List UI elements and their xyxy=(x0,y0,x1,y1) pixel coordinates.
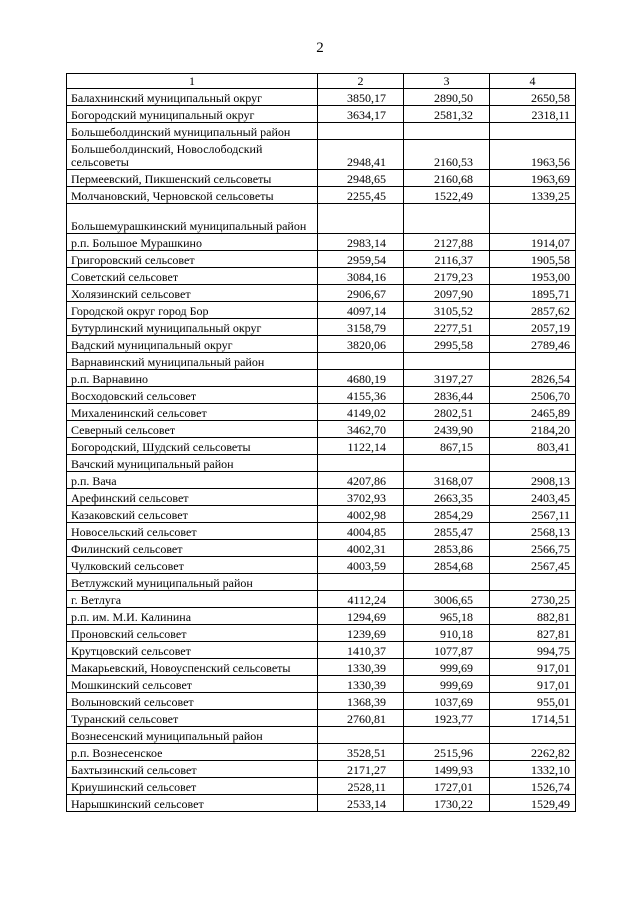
header-col-4: 4 xyxy=(490,74,576,89)
row-value-col-2: 1294,69 xyxy=(318,608,404,625)
row-value-col-3: 2836,44 xyxy=(404,387,490,404)
table-row xyxy=(67,659,576,676)
table-row xyxy=(67,336,576,353)
row-value-col-4 xyxy=(490,727,576,744)
table-row xyxy=(67,676,576,693)
row-value-col-2: 1368,39 xyxy=(318,693,404,710)
row-value-col-3: 1499,93 xyxy=(404,761,490,778)
row-value-col-2 xyxy=(318,455,404,472)
row-value-col-4: 2857,62 xyxy=(490,302,576,319)
row-value-col-4: 2730,25 xyxy=(490,591,576,608)
row-name-cell: Крутцовский сельсовет xyxy=(67,642,318,659)
table-row xyxy=(67,302,576,319)
row-name-cell: Холязинский сельсовет xyxy=(67,285,318,302)
row-value-col-2: 2255,45 xyxy=(318,187,404,204)
table-row xyxy=(67,625,576,642)
row-value-col-2: 2533,14 xyxy=(318,795,404,812)
row-value-col-2: 3528,51 xyxy=(318,744,404,761)
row-value-col-3: 2853,86 xyxy=(404,540,490,557)
table-row xyxy=(67,761,576,778)
row-name-cell: р.п. Большое Мурашкино xyxy=(67,234,318,251)
row-value-col-2: 2760,81 xyxy=(318,710,404,727)
row-value-col-3: 2277,51 xyxy=(404,319,490,336)
row-value-col-4: 1339,25 xyxy=(490,187,576,204)
row-name-cell: Вачский муниципальный район xyxy=(67,455,318,472)
row-value-col-2: 4003,59 xyxy=(318,557,404,574)
row-value-col-4: 2506,70 xyxy=(490,387,576,404)
table-row xyxy=(67,591,576,608)
table-row xyxy=(67,387,576,404)
row-name-cell: Пермеевский, Пикшенский сельсоветы xyxy=(67,170,318,187)
row-value-col-3 xyxy=(404,204,490,234)
row-value-col-4: 1714,51 xyxy=(490,710,576,727)
row-value-col-3: 2855,47 xyxy=(404,523,490,540)
row-value-col-3: 1077,87 xyxy=(404,642,490,659)
header-col-2: 2 xyxy=(318,74,404,89)
table-row xyxy=(67,106,576,123)
row-value-col-3: 999,69 xyxy=(404,659,490,676)
table-row xyxy=(67,140,576,170)
row-value-col-3: 1730,22 xyxy=(404,795,490,812)
row-value-col-4: 2908,13 xyxy=(490,472,576,489)
row-value-col-4: 827,81 xyxy=(490,625,576,642)
row-value-col-4: 1332,10 xyxy=(490,761,576,778)
row-value-col-2: 1330,39 xyxy=(318,676,404,693)
row-value-col-4 xyxy=(490,353,576,370)
table-row xyxy=(67,404,576,421)
row-value-col-3: 1522,49 xyxy=(404,187,490,204)
page-number: 2 xyxy=(316,40,324,56)
row-value-col-4: 1526,74 xyxy=(490,778,576,795)
row-value-col-3: 2160,53 xyxy=(404,140,490,170)
row-value-col-2: 2171,27 xyxy=(318,761,404,778)
row-value-col-4: 1914,07 xyxy=(490,234,576,251)
row-value-col-2: 3634,17 xyxy=(318,106,404,123)
row-value-col-4: 2057,19 xyxy=(490,319,576,336)
row-name-cell: р.п. Вача xyxy=(67,472,318,489)
row-name-cell: Мошкинский сельсовет xyxy=(67,676,318,693)
row-value-col-2: 1122,14 xyxy=(318,438,404,455)
header-col-3: 3 xyxy=(404,74,490,89)
table-row xyxy=(67,234,576,251)
row-value-col-2 xyxy=(318,353,404,370)
row-value-col-2: 2948,41 xyxy=(318,140,404,170)
row-value-col-3: 2160,68 xyxy=(404,170,490,187)
row-value-col-4 xyxy=(490,455,576,472)
table-row xyxy=(67,523,576,540)
row-name-cell: Чулковский сельсовет xyxy=(67,557,318,574)
row-value-col-4: 917,01 xyxy=(490,676,576,693)
row-name-cell: Макарьевский, Новоуспенский сельсоветы xyxy=(67,659,318,676)
table-row xyxy=(67,285,576,302)
row-value-col-4: 2567,11 xyxy=(490,506,576,523)
row-value-col-2: 4097,14 xyxy=(318,302,404,319)
row-value-col-4: 1963,56 xyxy=(490,140,576,170)
row-value-col-4: 1905,58 xyxy=(490,251,576,268)
row-value-col-2: 4149,02 xyxy=(318,404,404,421)
row-value-col-2: 2959,54 xyxy=(318,251,404,268)
row-value-col-4: 882,81 xyxy=(490,608,576,625)
row-name-cell: Богородский, Шудский сельсоветы xyxy=(67,438,318,455)
row-value-col-2: 3850,17 xyxy=(318,89,404,106)
row-name-cell: р.п. Вознесенское xyxy=(67,744,318,761)
row-name-cell: р.п. Варнавино xyxy=(67,370,318,387)
row-value-col-3: 1727,01 xyxy=(404,778,490,795)
row-value-col-3: 2097,90 xyxy=(404,285,490,302)
row-name-cell: Бутурлинский муниципальный округ xyxy=(67,319,318,336)
row-name-cell: р.п. им. М.И. Калинина xyxy=(67,608,318,625)
table-body xyxy=(67,89,576,812)
row-name-cell: Северный сельсовет xyxy=(67,421,318,438)
table-row xyxy=(67,89,576,106)
row-value-col-4: 803,41 xyxy=(490,438,576,455)
row-value-col-2: 3158,79 xyxy=(318,319,404,336)
row-value-col-3: 2127,88 xyxy=(404,234,490,251)
table-row xyxy=(67,540,576,557)
row-value-col-4: 1953,00 xyxy=(490,268,576,285)
row-name-cell: Большеболдинский, Новослободский сельсоветы xyxy=(67,140,318,170)
header-col-1: 1 xyxy=(67,74,318,89)
row-value-col-3: 2515,96 xyxy=(404,744,490,761)
row-value-col-2: 4002,31 xyxy=(318,540,404,557)
row-value-col-3: 1037,69 xyxy=(404,693,490,710)
table-row xyxy=(67,642,576,659)
row-name-cell: Балахнинский муниципальный округ xyxy=(67,89,318,106)
row-value-col-3: 3006,65 xyxy=(404,591,490,608)
row-value-col-4: 994,75 xyxy=(490,642,576,659)
row-name-cell: Казаковский сельсовет xyxy=(67,506,318,523)
row-value-col-3: 2854,29 xyxy=(404,506,490,523)
table-row xyxy=(67,795,576,812)
row-value-col-2 xyxy=(318,123,404,140)
table-row xyxy=(67,170,576,187)
row-value-col-2: 4112,24 xyxy=(318,591,404,608)
row-name-cell: Большемурашкинский муниципальный район xyxy=(67,204,318,234)
table-row xyxy=(67,421,576,438)
row-name-cell: Григоровский сельсовет xyxy=(67,251,318,268)
row-value-col-4: 2789,46 xyxy=(490,336,576,353)
row-value-col-4: 1963,69 xyxy=(490,170,576,187)
row-name-cell: Вознесенский муниципальный район xyxy=(67,727,318,744)
row-name-cell: Городской округ город Бор xyxy=(67,302,318,319)
row-value-col-4: 2184,20 xyxy=(490,421,576,438)
row-value-col-3: 965,18 xyxy=(404,608,490,625)
row-value-col-2: 4004,85 xyxy=(318,523,404,540)
table-row xyxy=(67,778,576,795)
row-value-col-2 xyxy=(318,727,404,744)
row-value-col-3: 2116,37 xyxy=(404,251,490,268)
row-name-cell: Нарышкинский сельсовет xyxy=(67,795,318,812)
row-value-col-4: 2566,75 xyxy=(490,540,576,557)
row-name-cell: Михаленинский сельсовет xyxy=(67,404,318,421)
row-value-col-3: 2995,58 xyxy=(404,336,490,353)
table-row xyxy=(67,608,576,625)
row-value-col-4: 1529,49 xyxy=(490,795,576,812)
row-value-col-3: 1923,77 xyxy=(404,710,490,727)
row-name-cell: Вадский муниципальный округ xyxy=(67,336,318,353)
row-value-col-2: 3084,16 xyxy=(318,268,404,285)
row-value-col-2: 4002,98 xyxy=(318,506,404,523)
table-row xyxy=(67,204,576,234)
row-value-col-4: 2826,54 xyxy=(490,370,576,387)
row-name-cell: Богородский муниципальный округ xyxy=(67,106,318,123)
table-row xyxy=(67,319,576,336)
table-row xyxy=(67,744,576,761)
row-value-col-2: 2983,14 xyxy=(318,234,404,251)
row-name-cell: Проновский сельсовет xyxy=(67,625,318,642)
row-value-col-3: 3197,27 xyxy=(404,370,490,387)
row-name-cell: Бахтызинский сельсовет xyxy=(67,761,318,778)
row-name-cell: Волыновский сельсовет xyxy=(67,693,318,710)
row-value-col-4: 2318,11 xyxy=(490,106,576,123)
row-value-col-3: 3168,07 xyxy=(404,472,490,489)
table-row xyxy=(67,710,576,727)
row-value-col-4 xyxy=(490,204,576,234)
row-value-col-4: 2465,89 xyxy=(490,404,576,421)
row-value-col-3: 2663,35 xyxy=(404,489,490,506)
table-row xyxy=(67,727,576,744)
table-row xyxy=(67,370,576,387)
data-table xyxy=(66,73,576,812)
row-value-col-2: 3462,70 xyxy=(318,421,404,438)
row-value-col-3: 2890,50 xyxy=(404,89,490,106)
table-row xyxy=(67,438,576,455)
row-value-col-3: 2179,23 xyxy=(404,268,490,285)
row-name-cell: Ветлужский муниципальный район xyxy=(67,574,318,591)
row-value-col-3: 867,15 xyxy=(404,438,490,455)
row-value-col-3: 999,69 xyxy=(404,676,490,693)
row-value-col-2: 1330,39 xyxy=(318,659,404,676)
row-value-col-4 xyxy=(490,574,576,591)
row-value-col-4: 2403,45 xyxy=(490,489,576,506)
row-value-col-4: 1895,71 xyxy=(490,285,576,302)
row-value-col-3: 3105,52 xyxy=(404,302,490,319)
table-row xyxy=(67,506,576,523)
row-value-col-2: 1410,37 xyxy=(318,642,404,659)
row-value-col-3: 2439,90 xyxy=(404,421,490,438)
row-value-col-2 xyxy=(318,574,404,591)
row-value-col-2: 2948,65 xyxy=(318,170,404,187)
row-value-col-4 xyxy=(490,123,576,140)
row-value-col-3: 2581,32 xyxy=(404,106,490,123)
row-value-col-4: 955,01 xyxy=(490,693,576,710)
row-value-col-3 xyxy=(404,574,490,591)
row-value-col-3: 910,18 xyxy=(404,625,490,642)
row-value-col-4: 2650,58 xyxy=(490,89,576,106)
row-value-col-2: 3820,06 xyxy=(318,336,404,353)
table-row xyxy=(67,557,576,574)
row-name-cell: Большеболдинский муниципальный район xyxy=(67,123,318,140)
row-value-col-2: 2528,11 xyxy=(318,778,404,795)
row-value-col-3: 2802,51 xyxy=(404,404,490,421)
table-row xyxy=(67,574,576,591)
table-row xyxy=(67,693,576,710)
row-name-cell: Восходовский сельсовет xyxy=(67,387,318,404)
table-row xyxy=(67,472,576,489)
row-value-col-3 xyxy=(404,727,490,744)
row-value-col-2: 2906,67 xyxy=(318,285,404,302)
row-name-cell: Арефинский сельсовет xyxy=(67,489,318,506)
row-name-cell: Варнавинский муниципальный район xyxy=(67,353,318,370)
row-value-col-4: 2567,45 xyxy=(490,557,576,574)
row-value-col-4: 917,01 xyxy=(490,659,576,676)
row-value-col-2: 4207,86 xyxy=(318,472,404,489)
row-value-col-3: 2854,68 xyxy=(404,557,490,574)
table-header-row xyxy=(67,74,576,89)
row-value-col-2: 4155,36 xyxy=(318,387,404,404)
row-value-col-3 xyxy=(404,353,490,370)
table-row xyxy=(67,187,576,204)
row-name-cell: Филинский сельсовет xyxy=(67,540,318,557)
row-name-cell: г. Ветлуга xyxy=(67,591,318,608)
table-row xyxy=(67,455,576,472)
row-value-col-2 xyxy=(318,204,404,234)
row-value-col-2: 3702,93 xyxy=(318,489,404,506)
row-value-col-3 xyxy=(404,455,490,472)
table-row xyxy=(67,353,576,370)
row-name-cell: Туранский сельсовет xyxy=(67,710,318,727)
row-value-col-4: 2262,82 xyxy=(490,744,576,761)
row-name-cell: Молчановский, Черновской сельсоветы xyxy=(67,187,318,204)
table-row xyxy=(67,251,576,268)
row-name-cell: Криушинский сельсовет xyxy=(67,778,318,795)
row-name-cell: Советский сельсовет xyxy=(67,268,318,285)
table-row xyxy=(67,489,576,506)
row-value-col-3 xyxy=(404,123,490,140)
row-value-col-2: 1239,69 xyxy=(318,625,404,642)
row-value-col-4: 2568,13 xyxy=(490,523,576,540)
row-value-col-2: 4680,19 xyxy=(318,370,404,387)
table-row xyxy=(67,123,576,140)
table-row xyxy=(67,268,576,285)
row-name-cell: Новосельский сельсовет xyxy=(67,523,318,540)
